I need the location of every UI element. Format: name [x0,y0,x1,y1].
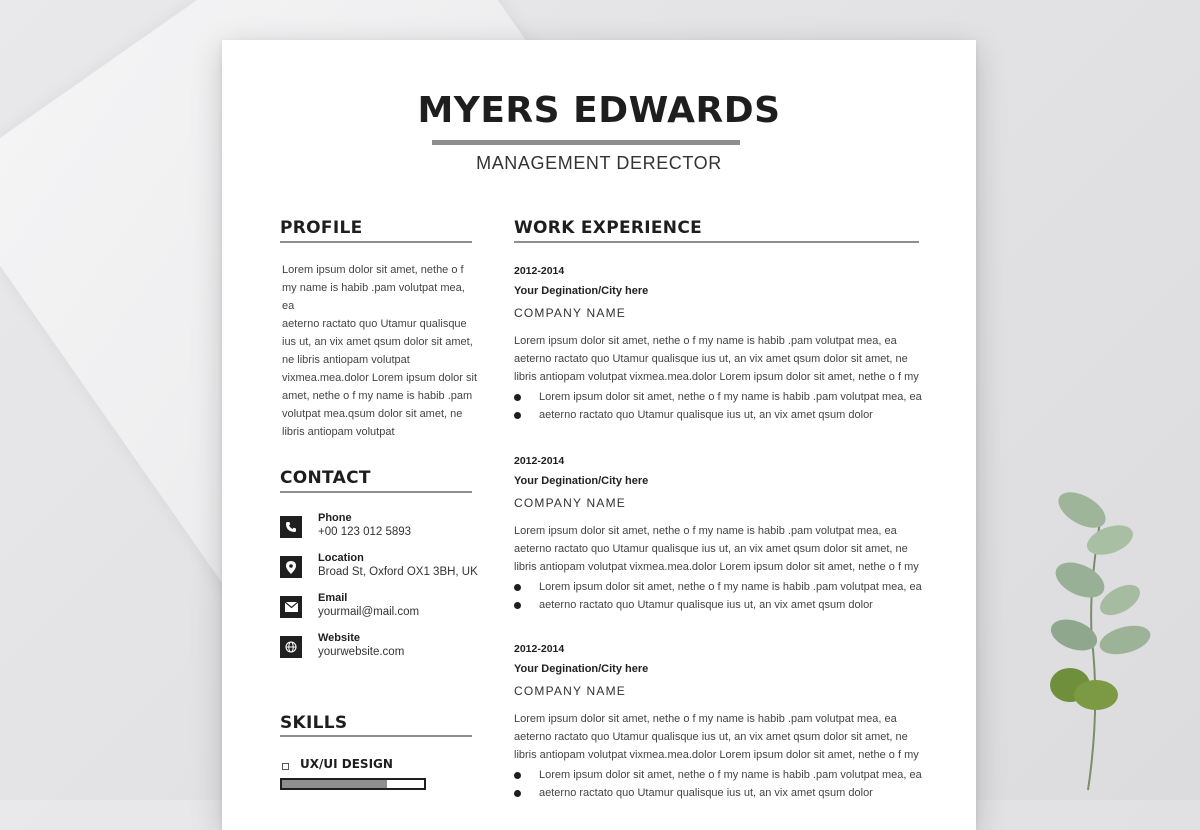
job-description [514,710,924,764]
skill-name: UX/UI DESIGN [300,757,393,771]
job-title: Your Degination/City here [514,285,649,297]
contact-heading: CONTACT [280,468,371,488]
job-bullet [514,406,924,424]
bullet-dot-icon [514,602,521,609]
skills-heading-rule [280,735,472,737]
contact-value: Broad St, Oxford OX1 3BH, UK [318,566,478,578]
contact-label: Website [318,632,360,644]
profile-line: Lorem ipsum dolor sit amet, nethe o f [282,264,464,276]
skill-bullet-icon [282,763,289,770]
job-description-line: libris antiopam volutpat vixmea.mea.dolor Lorem ipsum dolor sit amet, nethe o f my [514,371,919,383]
resume-role: MANAGEMENT DERECTOR [476,153,722,173]
job-bullet [514,766,924,784]
job-description-line: aeterno ractato quo Utamur qualisque ius ut, an vix amet qsum dolor sit amet, ne [514,731,908,743]
job-bullet-text: aeterno ractato quo Utamur qualisque ius ut, an vix amet qsum dolor [539,409,873,421]
bullet-dot-icon [514,772,521,779]
job-description-line: Lorem ipsum dolor sit amet, nethe o f my name is habib .pam volutpat mea, ea [514,525,897,537]
profile-line: ne libris antiopam volutpat [282,354,410,366]
resume-page [222,40,976,830]
job-bullet-text: Lorem ipsum dolor sit amet, nethe o f my name is habib .pam volutpat mea, ea [539,769,922,781]
profile-line: amet, nethe o f my name is habib .pam [282,390,473,402]
profile-line: volutpat mea.qsum dolor sit amet, ne [282,408,463,420]
eucalyptus-plant-decoration [1030,470,1200,800]
job-bullet-text: Lorem ipsum dolor sit amet, nethe o f my name is habib .pam volutpat mea, ea [539,581,922,593]
profile-line: aeterno ractato quo Utamur qualisque [282,318,467,330]
bullet-dot-icon [514,394,521,401]
location-pin-icon [280,556,302,578]
job-company: COMPANY NAME [514,684,626,698]
job-company: COMPANY NAME [514,306,626,320]
job-description [514,332,924,386]
job-company: COMPANY NAME [514,496,626,510]
profile-heading: PROFILE [280,218,363,238]
resume-name: MYERS EDWARDS [417,90,781,131]
contact-label: Location [318,552,364,564]
job-description-line: aeterno ractato quo Utamur qualisque ius ut, an vix amet qsum dolor sit amet, ne [514,543,908,555]
skill-level-fill [282,780,387,788]
work-heading-rule [514,241,919,243]
contact-value: yourwebsite.com [318,646,405,658]
job-bullet-text: aeterno ractato quo Utamur qualisque ius ut, an vix amet qsum dolor [539,787,873,799]
bullet-dot-icon [514,790,521,797]
job-bullet [514,388,924,406]
job-bullet [514,596,924,614]
contact-value: yourmail@mail.com [318,606,420,618]
profile-line: libris antiopam volutpat [282,426,395,438]
job-title: Your Degination/City here [514,663,649,675]
job-years: 2012-2014 [514,455,565,467]
bullet-dot-icon [514,584,521,591]
profile-line: my name is habib .pam volutpat mea, ea [282,282,465,312]
job-years: 2012-2014 [514,643,565,655]
profile-heading-rule [280,241,472,243]
bullet-dot-icon [514,412,521,419]
job-description-line: aeterno ractato quo Utamur qualisque ius ut, an vix amet qsum dolor sit amet, ne [514,353,908,365]
skill-level-bar [280,778,426,790]
profile-line: ius ut, an vix amet qsum dolor sit amet, [282,336,473,348]
skills-heading: SKILLS [280,713,348,733]
phone-icon [280,516,302,538]
job-bullet [514,578,924,596]
work-heading: WORK EXPERIENCE [514,218,703,238]
contact-label: Phone [318,512,352,524]
job-bullet-text: aeterno ractato quo Utamur qualisque ius ut, an vix amet qsum dolor [539,599,873,611]
job-description-line: libris antiopam volutpat vixmea.mea.dolor Lorem ipsum dolor sit amet, nethe o f my [514,749,919,761]
contact-heading-rule [280,491,472,493]
contact-value: +00 123 012 5893 [318,526,412,538]
job-description-line: Lorem ipsum dolor sit amet, nethe o f my name is habib .pam volutpat mea, ea [514,335,897,347]
profile-line: vixmea.mea.dolor Lorem ipsum dolor sit [282,372,478,384]
globe-icon [280,636,302,658]
profile-text [282,261,478,441]
contact-label: Email [318,592,348,604]
job-years: 2012-2014 [514,265,565,277]
envelope-icon [280,596,302,618]
job-bullet [514,784,924,802]
name-underline [432,140,740,145]
job-title: Your Degination/City here [514,475,649,487]
job-description [514,522,924,576]
job-bullet-text: Lorem ipsum dolor sit amet, nethe o f my name is habib .pam volutpat mea, ea [539,391,922,403]
job-description-line: libris antiopam volutpat vixmea.mea.dolor Lorem ipsum dolor sit amet, nethe o f my [514,561,919,573]
job-description-line: Lorem ipsum dolor sit amet, nethe o f my name is habib .pam volutpat mea, ea [514,713,897,725]
